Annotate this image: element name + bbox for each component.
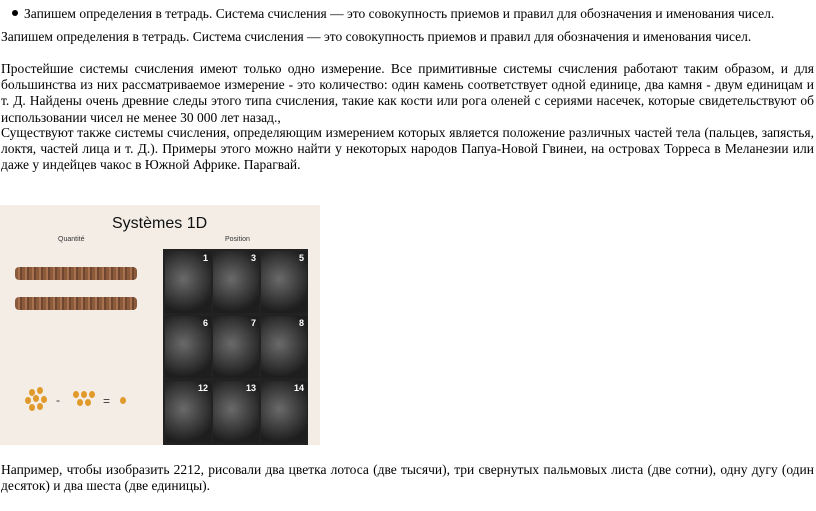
photo-tile: 5 [261,251,307,313]
body-position-photos [163,249,308,445]
photo-tile: 14 [261,381,307,443]
photo-tile: 1 [165,251,211,313]
minus-sign: - [56,393,60,407]
photo-tile: 3 [213,251,259,313]
bullet-text: Запишем определения в тетрадь. Система счисления — это совокупность приемов и правил для обозначения и именования чисел. [24,6,775,21]
bullet-icon [12,10,18,16]
photo-tile: 6 [165,316,211,378]
figure-title: Systèmes 1D [112,215,208,232]
photo-tile: 13 [213,381,259,443]
bullet-heading [12,6,774,22]
paragraph-example-2212: Например, чтобы изобразить 2212, рисовали два цветка лотоса (две тысячи), три свернутых пальмовых листа (две сотни), одну дугу (один десяток) и два шеста (две единицы). [1,462,814,494]
figure-label-quantity: Quantité [58,236,85,243]
paragraph-simple-systems: Простейшие системы счисления имеют только одно измерение. Все примитивные системы счисления работают таким образом, и для большинства из них рассматриваемое измерение - это количество: один камень соответствует одной единице, два камня - двум единицам и т. Д. Найдены очень древние следы этого типа счисления, такие как кости или рога оленей с сериями насечек, которые свидетельствуют об использовании чисел не менее 30 000 лет назад., [1,61,814,125]
seed-result [120,397,126,404]
equals-sign: = [103,394,111,408]
figure-1d-systems [0,205,320,445]
paragraph-body-positions: Существуют также системы счисления, определяющим измерением которых является положение различных частей тела (пальцев, запястья, локтя, частей лица и т. Д.). Примеры этого можно найти у некоторых народов Папуа-Новой Гвинеи, на островах Торреса в Меланезии или даже у индейцев чакос в Южной Африке. Парагвай. [1,125,814,173]
photo-tile: 8 [261,316,307,378]
notched-bone-image [15,297,137,310]
photo-tile: 12 [165,381,211,443]
notched-bone-image [15,267,137,280]
photo-tile: 7 [213,316,259,378]
paragraph-definition: Запишем определения в тетрадь. Система счисления — это совокупность приемов и правил для обозначения и именования чисел. [1,29,752,44]
figure-label-position: Position [225,236,250,243]
